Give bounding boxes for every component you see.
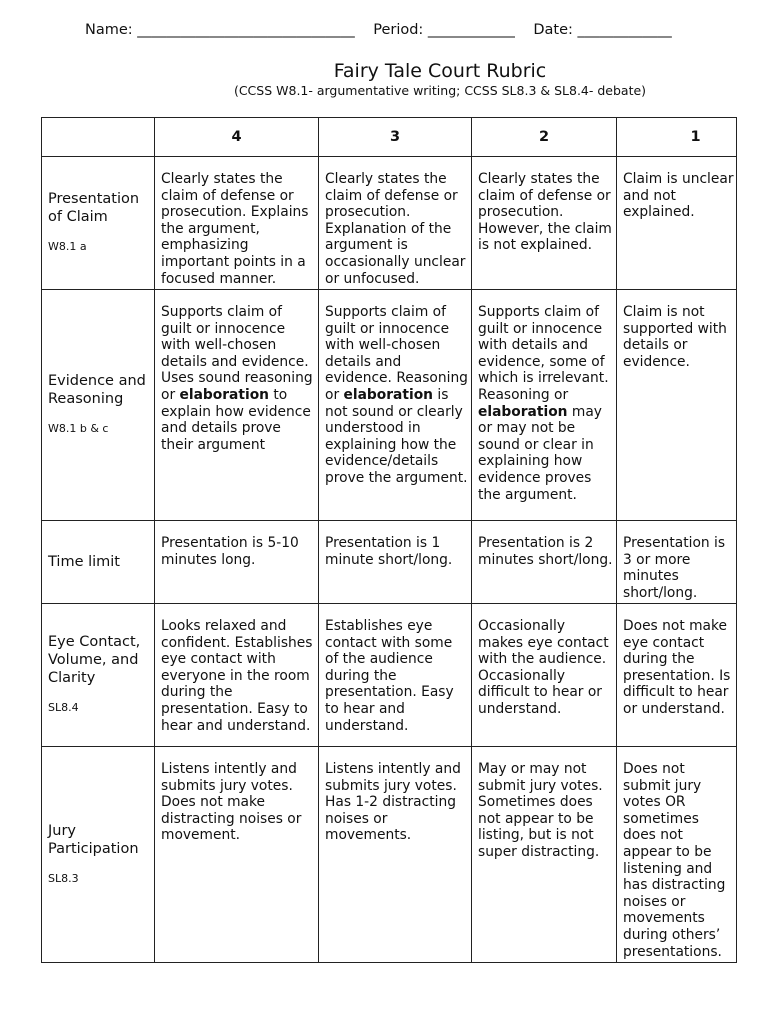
score-cell [472,290,617,521]
column-header-score-3: 3 [319,118,472,157]
score-cell [155,747,319,963]
descriptor-text [155,747,318,844]
column-header-score-4: 4 [155,118,319,157]
score-cell [155,157,319,290]
score-cell [617,521,737,604]
descriptor-segment: Presentation is 2 minutes short/long. [478,535,613,568]
descriptor-segment: Claim is not supported with details or evidence. [623,304,727,370]
descriptor-segment: Clearly states the claim of defense or prosecution. Explains the argument, emphasizing important points in a focused manner. [161,171,309,287]
criterion-name: Evidence and Reasoning [48,373,146,408]
table-row [42,747,737,963]
descriptor-segment: Supports claim of guilt or innocence with well-chosen details and evidence. Uses sound reasoning or [161,304,313,403]
emphasis-text: elaboration [343,386,433,403]
score-cell [472,604,617,747]
page-subtitle: (CCSS W8.1- argumentative writing; CCSS SL8.3 & SL8.4- debate) [233,83,647,98]
date-field-label[interactable]: Date: _____________ [533,22,672,38]
score-cell [319,290,472,521]
descriptor-text [617,157,736,221]
criterion-cell [42,604,155,747]
descriptor-text [472,290,616,503]
rubric-table [41,117,737,963]
column-header-score-2: 2 [472,118,617,157]
score-cell [617,290,737,521]
descriptor-text [472,521,616,568]
descriptor-text [617,747,736,960]
criterion-cell [42,157,155,290]
score-cell [319,747,472,963]
descriptor-text [155,157,318,287]
descriptor-text [472,157,616,254]
descriptor-segment: Looks relaxed and confident. Establishes eye contact with everyone in the room during the presentation. Easy to hear and understand. [161,618,313,734]
criterion-cell [42,747,155,963]
score-cell [319,157,472,290]
descriptor-segment: is not sound or clearly understood in explaining how the evidence/details prove the argument. [325,386,468,486]
criterion-name: Jury Participation [48,822,139,857]
column-header-score-1: 1 [617,118,737,157]
descriptor-text [472,604,616,718]
table-row [42,290,737,521]
standard-code: W8.1 a [48,240,87,254]
descriptor-segment: Does not submit jury votes OR sometimes does not appear to be listening and has distracting noises or movements during others’ presentations. [623,761,726,960]
standard-code: SL8.4 [48,701,79,715]
descriptor-segment: Presentation is 3 or more minutes short/long. [623,535,726,601]
descriptor-segment: May or may not submit jury votes. Sometimes does not appear to be listing, but is not super distracting. [478,761,603,860]
descriptor-text [617,290,736,370]
descriptor-segment: Claim is unclear and not explained. [623,171,734,221]
score-cell [155,604,319,747]
descriptor-text [155,604,318,734]
standard-code: SL8.3 [48,871,79,885]
score-cell [472,521,617,604]
page-title: Fairy Tale Court Rubric [333,60,547,82]
score-cell [319,604,472,747]
criterion-cell [42,521,155,604]
score-cell [472,157,617,290]
score-cell [617,157,737,290]
descriptor-segment: Presentation is 1 minute short/long. [325,535,453,568]
descriptor-text [319,604,471,734]
name-field-label[interactable]: Name: ______________________________ [85,22,355,38]
descriptor-segment: Does not make eye contact during the presentation. Is difficult to hear or understand. [623,618,731,717]
score-cell [155,521,319,604]
emphasis-text: elaboration [478,403,568,420]
score-cell [155,290,319,521]
period-field-label[interactable]: Period: ____________ [373,22,515,38]
descriptor-segment: Listens intently and submits jury votes. Has 1-2 distracting noises or movements. [325,761,461,844]
score-cell [617,747,737,963]
descriptor-segment: Presentation is 5-10 minutes long. [161,535,299,568]
descriptor-text [319,521,471,568]
descriptor-segment: Clearly states the claim of defense or prosecution. However, the claim is not explained. [478,171,612,254]
descriptor-segment: Clearly states the claim of defense or prosecution. Explanation of the argument is occasionally unclear or unfocused. [325,171,466,287]
descriptor-segment: Supports claim of guilt or innocence with well-chosen details and evidence. Reasoning or [325,304,468,403]
score-cell [319,521,472,604]
descriptor-text [319,290,471,487]
table-row [42,521,737,604]
table-row [42,604,737,747]
criterion-cell [42,290,155,521]
criterion-name: Time limit [48,554,120,570]
column-header [42,118,155,157]
descriptor-segment: to explain how evidence and details prove their argument [161,386,311,453]
score-cell [472,747,617,963]
table-header-row [42,118,737,157]
descriptor-text [319,157,471,287]
descriptor-text [155,521,318,568]
descriptor-segment: Occasionally makes eye contact with the audience. Occasionally difficult to hear or understand. [478,618,609,717]
emphasis-text: elaboration [179,386,269,403]
descriptor-segment: Listens intently and submits jury votes. Does not make distracting noises or movement. [161,761,302,844]
descriptor-text [155,290,318,453]
descriptor-text [472,747,616,861]
descriptor-text [617,521,736,601]
descriptor-segment: Supports claim of guilt or innocence with details and evidence, some of which is irrelevant. Reasoning or [478,304,609,403]
criterion-name: Presentation of Claim [48,191,140,226]
descriptor-segment: Establishes eye contact with some of the audience during the presentation. Easy to hear and understand. [325,618,454,734]
table-row [42,157,737,290]
header-line [85,22,672,38]
standard-code: W8.1 b & c [48,422,109,436]
score-cell [617,604,737,747]
descriptor-text [617,604,736,718]
descriptor-segment: may or may not be sound or clear in explaining how evidence proves the argument. [478,403,602,503]
descriptor-text [319,747,471,844]
criterion-name: Eye Contact, Volume, and Clarity [48,634,141,687]
